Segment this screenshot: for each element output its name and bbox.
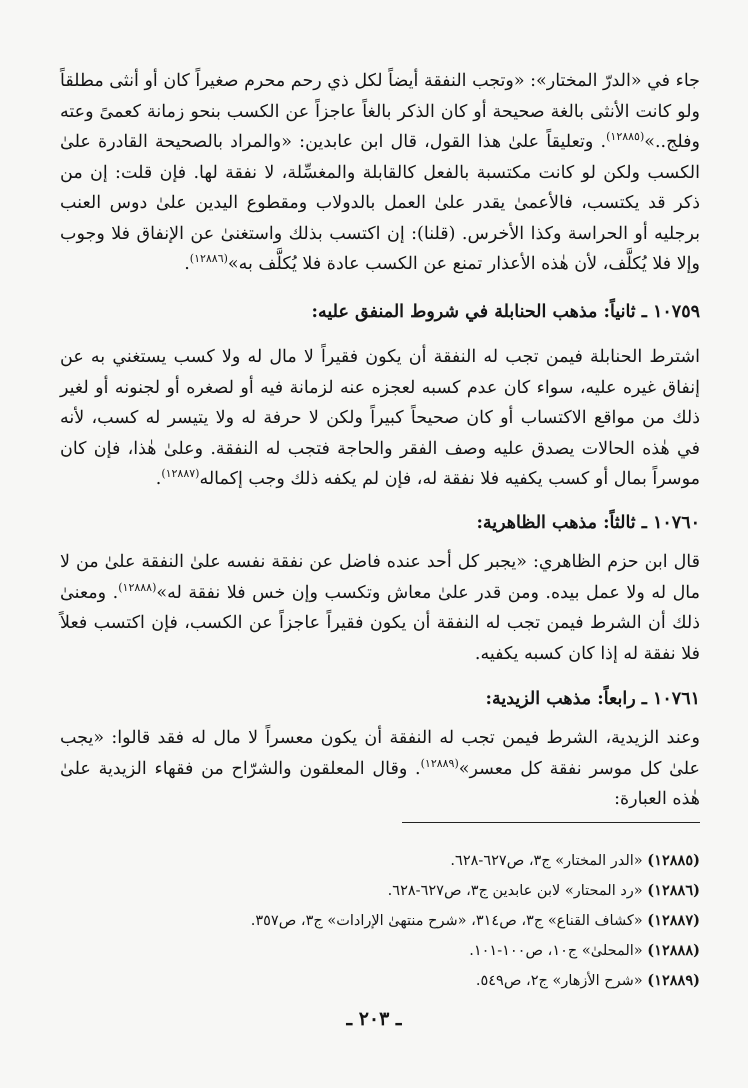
paragraph-zahiriyya	[60, 547, 700, 669]
footnote-item	[80, 846, 700, 876]
section-heading-zahiriyya: ١٠٧٦٠ ـ ثالثاً: مذهب الظاهرية:	[476, 513, 700, 533]
footnote-number: (١٢٨٨٨)	[647, 942, 700, 959]
paragraph-text: جاء في «الدرّ المختار»: «وتجب النفقة أيضاً لكل ذي رحم محرم صغيراً كان أو أنثى مطلقاً ولو كانت الأنثى بالغة صحيحة أو كان الذكر بالغاً عاجزاً عن الكسب بنحو زمانة كعمىً وعته وفلج..»	[60, 71, 700, 152]
footnote-item	[80, 876, 700, 906]
paragraph-text: وعند الزيدية، الشرط فيمن تجب له النفقة أن يكون معسراً لا مال له فقد قالوا: «يجب علىٰ كل موسر نفقة كل معسر»	[60, 728, 700, 779]
paragraph-text: . ومعنىٰ ذلك أن الشرط فيمن تجب له النفقة أن يكون فقيراً عاجزاً عن الكسب، فإن اكتسب فعلاً فلا نفقة له إذا كان كسبه يكفيه.	[60, 582, 700, 664]
footnote-separator	[402, 822, 700, 823]
page-number: ـ ٢٠٣ ـ	[346, 1008, 402, 1030]
paragraph-text: قال ابن حزم الظاهري: «يجبر كل أحد عنده فاضل عن نفقة نفسه علىٰ النفقة علىٰ من لا مال له ولا عمل بيده. ومن قدر علىٰ معاش وتكسب وإن خس فلا نفقة له»	[60, 552, 700, 603]
footnote-text: «المحلىٰ» ج١٠، ص١٠٠-١٠١.	[469, 943, 643, 959]
footnote-text: «الدر المختار» ج٣، ص٦٢٧-٦٢٨.	[450, 853, 643, 869]
paragraph-text: اشترط الحنابلة فيمن تجب له النفقة أن يكون فقيراً لا مال له ولا كسب يستغني به عن إنفاق غيره عليه، سواء كان عدم كسبه لعجزه عنه لزمانة فيه أو لصغره أو لجنونه أو لغير ذلك من مواقع الاكتساب أو كان صحيحاً كبيراً ولكن لا حرفة له ولا يتيسر له كسب، لأنه في هٰذه الحالات يصدق عليه وصف الفقر والحاجة فتجب له النفقة. وعلىٰ هٰذا، فإن كان موسراً بمال أو كسب يكفيه فلا نفقة له، فإن لم يكفه ذلك وجب إكماله	[60, 347, 700, 489]
footnote-ref: (١٢٨٨٥)	[606, 130, 645, 144]
paragraph-text: . وقال المعلقون والشرّاح من فقهاء الزيدية علىٰ هٰذه العبارة:	[60, 758, 700, 809]
footnote-text: «شرح الأزهار» ج٢، ص٥٤٩.	[475, 973, 643, 989]
footnote-item	[80, 966, 700, 996]
footnote-item	[80, 906, 700, 936]
footnote-number: (١٢٨٨٥)	[647, 852, 700, 869]
footnote-number: (١٢٨٨٩)	[647, 972, 700, 989]
paragraph-zaydiyya	[60, 723, 700, 815]
section-heading-hanabila: ١٠٧٥٩ ـ ثانياً: مذهب الحنابلة في شروط المنفق عليه:	[311, 302, 700, 322]
footnotes	[80, 846, 700, 996]
footnote-number: (١٢٨٨٧)	[647, 912, 700, 929]
footnote-text: «كشاف القناع» ج٣، ص٣١٤، «شرح منتهىٰ الإرادات» ج٣، ص٣٥٧.	[250, 913, 643, 929]
footnote-ref: (١٢٨٨٧)	[161, 467, 200, 481]
footnote-ref: (١٢٨٨٨)	[118, 580, 157, 594]
footnote-number: (١٢٨٨٦)	[647, 882, 700, 899]
footnote-item	[80, 936, 700, 966]
paragraph-durr-mukhtar: جاء في «الدرّ المختار»: «وتجب النفقة أيضاً لكل ذي رحم محرم صغيراً كان أو أنثى مطلقاً ولو كانت الأنثى بالغة صحيحة أو كان الذكر بالغاً عاجزاً عن الكسب بنحو زمانة كعمىً وعته وفلج..»$^{(١٢٨٨٥)}$. وتعليقاً علىٰ هذا القول، قال ابن عابدين: «والمراد بالصحيحة القادرة علىٰ الكسب ولكن لو كانت مكتسبة بالفعل كالقابلة والمغسِّلة، لا نفقة لها. فإن قلت: إن من ذكر قد يكتسب، فالأعمىٰ يقدر علىٰ العمل بالدولاب ومقطوع اليدين علىٰ دوس العنب برجليه أو الحراسة وكذا الأخرس. (قلنا): إن اكتسب بذلك واستغنىٰ عن الإنفاق فلا وجوب وإلا فلا يُكلَّف، لأن هٰذه الأعذار تمنع عن الكسب عادة فلا يُكلَّف به»$^{(١٢٨٨٦)}$.	[60, 71, 700, 274]
paragraph-text: . وتعليقاً علىٰ هذا القول، قال ابن عابدين: «والمراد بالصحيحة القادرة علىٰ الكسب ولكن لو كانت مكتسبة بالفعل كالقابلة والمغسِّلة، لا نفقة لها. فإن قلت: إن من ذكر قد يكتسب، فالأعمىٰ يقدر علىٰ العمل بالدولاب ومقطوع اليدين علىٰ دوس العنب برجليه أو الحراسة وكذا الأخرس. (قلنا): إن اكتسب بذلك واستغنىٰ عن الإنفاق فلا وجوب وإلا فلا يُكلَّف، لأن هٰذه الأعذار تمنع عن الكسب عادة فلا يُكلَّف به»	[60, 132, 700, 274]
footnote-ref: (١٢٨٨٩)	[420, 756, 459, 770]
footnote-ref: (١٢٨٨٦)	[189, 252, 228, 266]
footnote-text: «رد المحتار» لابن عابدين ج٣، ص٦٢٧-٦٢٨.	[387, 883, 643, 899]
paragraph-hanabila: اشترط الحنابلة فيمن تجب له النفقة أن يكون فقيراً لا مال له ولا كسب يستغني به عن إنفاق غيره عليه، سواء كان عدم كسبه لعجزه عنه لزمانة فيه أو لصغره أو لجنونه أو لغير ذلك من مواقع الاكتساب أو كان صحيحاً كبيراً ولكن لا حرفة له ولا يتيسر له كسب، لأنه في هٰذه الحالات يصدق عليه وصف الفقر والحاجة فتجب له النفقة. وعلىٰ هٰذا، فإن كان موسراً بمال أو كسب يكفيه فلا نفقة له، فإن لم يكفه ذلك وجب إكماله$^{(١٢٨٨٧)}$.	[60, 347, 700, 489]
section-heading-zaydiyya: ١٠٧٦١ ـ رابعاً: مذهب الزيدية:	[485, 689, 700, 709]
